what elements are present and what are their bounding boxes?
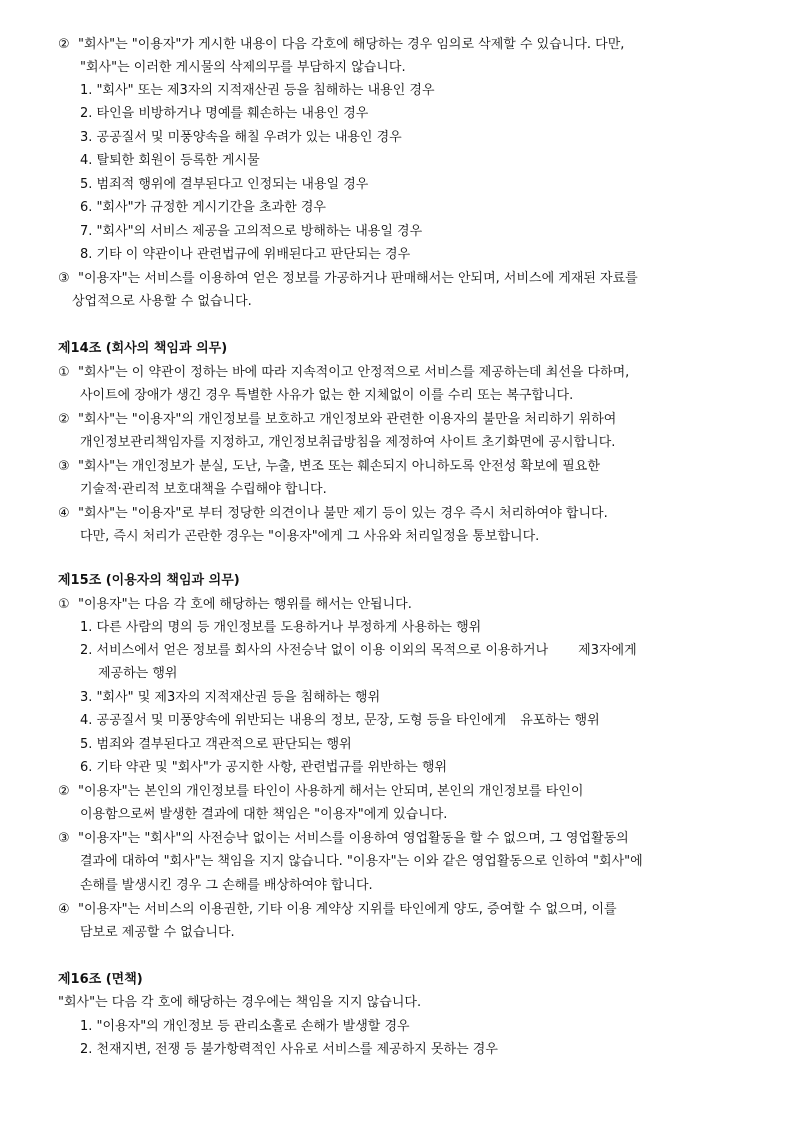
list-item: 6. 기타 약관 및 "회사"가 공지한 사항, 관련법규를 위반하는 행위	[80, 760, 448, 775]
article-16-title: 제16조 (면책)	[58, 972, 143, 987]
list-item: 1. "이용자"의 개인정보 등 관리소홀로 손해가 발생할 경우	[80, 1019, 410, 1034]
list-item: 2. 서비스에서 얻은 정보를 회사의 사전승낙 없이 이용 이외의 목적으로 이용하거나 제3자에게	[80, 643, 637, 658]
paragraph-14-1-line2: 사이트에 장애가 생긴 경우 특별한 사유가 없는 한 지체없이 이를 수리 또는 복구합니다.	[80, 388, 574, 403]
list-item: 4. 탈퇴한 회원이 등록한 게시물	[80, 153, 260, 168]
paragraph-marker: ②	[58, 37, 70, 52]
list-item: 4. 공공질서 및 미풍양속에 위반되는 내용의 정보, 문장, 도형 등을 타인에게 유포하는 행위	[80, 713, 600, 728]
paragraph-14-1-line1: ① "회사"는 이 약관이 정하는 바에 따라 지속적이고 안정적으로 서비스를 제공하는데 최선을 다하며,	[58, 365, 630, 380]
article-16-intro: "회사"는 다음 각 호에 해당하는 경우에는 책임을 지지 않습니다.	[58, 995, 422, 1010]
paragraph-marker: ④	[58, 902, 70, 917]
paragraph-15-2-line1: ② "이용자"는 본인의 개인정보를 타인이 사용하게 해서는 안되며, 본인의 개인정보를 타인이	[58, 784, 584, 799]
paragraph-marker: ③	[58, 271, 70, 286]
list-item: 2. 타인을 비방하거나 명예를 훼손하는 내용인 경우	[80, 106, 369, 121]
paragraph-14-2-line2: 개인정보관리책임자를 지정하고, 개인정보취급방침을 제정하여 사이트 초기화면에 공시합니다.	[80, 435, 616, 450]
list-item: 1. 다른 사람의 명의 등 개인정보를 도용하거나 부정하게 사용하는 행위	[80, 620, 482, 635]
paragraph-13-2-line2: "회사"는 이러한 게시물의 삭제의무를 부담하지 않습니다.	[80, 60, 406, 75]
paragraph-14-3-line2: 기술적·관리적 보호대책을 수립해야 합니다.	[80, 482, 327, 497]
paragraph-marker: ②	[58, 784, 70, 799]
paragraph-13-2-line1: ② "회사"는 "이용자"가 게시한 내용이 다음 각호에 해당하는 경우 임의로 삭제할 수 있습니다. 다만,	[58, 37, 625, 52]
list-item: 5. 범죄적 행위에 결부된다고 인정되는 내용일 경우	[80, 177, 369, 192]
paragraph-15-3-line1: ③ "이용자"는 "회사"의 사전승낙 없이는 서비스를 이용하여 영업활동을 할 수 없으며, 그 영업활동의	[58, 831, 629, 846]
list-item: 6. "회사"가 규정한 게시기간을 초과한 경우	[80, 200, 326, 215]
paragraph-15-3-line2: 결과에 대하여 "회사"는 책임을 지지 않습니다. "이용자"는 이와 같은 영업활동으로 인하여 "회사"에	[80, 854, 643, 869]
list-item: 1. "회사" 또는 제3자의 지적재산권 등을 침해하는 내용인 경우	[80, 83, 435, 98]
paragraph-15-2-line2: 이용함으로써 발생한 결과에 대한 책임은 "이용자"에게 있습니다.	[80, 807, 448, 822]
paragraph-marker: ①	[58, 597, 70, 612]
paragraph-14-2-line1: ② "회사"는 "이용자"의 개인정보를 보호하고 개인정보와 관련한 이용자의 불만을 처리하기 위하여	[58, 412, 617, 427]
paragraph-marker: ②	[58, 412, 70, 427]
article-14-title: 제14조 (회사의 책임과 의무)	[58, 341, 228, 356]
list-item-continuation: 제공하는 행위	[98, 666, 178, 681]
list-item: 3. "회사" 및 제3자의 지적재산권 등을 침해하는 행위	[80, 690, 381, 705]
paragraph-15-4-line2: 담보로 제공할 수 없습니다.	[80, 925, 235, 940]
paragraph-14-4-line1: ④ "회사"는 "이용자"로 부터 정당한 의견이나 불만 제기 등이 있는 경우 즉시 처리하여야 합니다.	[58, 506, 608, 521]
paragraph-marker: ③	[58, 459, 70, 474]
list-item: 8. 기타 이 약관이나 관련법규에 위배된다고 판단되는 경우	[80, 247, 411, 262]
list-item: 7. "회사"의 서비스 제공을 고의적으로 방해하는 내용일 경우	[80, 224, 423, 239]
paragraph-15-3-line3: 손해를 발생시킨 경우 그 손해를 배상하여야 합니다.	[80, 878, 373, 893]
paragraph-marker: ④	[58, 506, 70, 521]
list-item: 3. 공공질서 및 미풍양속을 해칠 우려가 있는 내용인 경우	[80, 130, 402, 145]
paragraph-13-3-line2: 상업적으로 사용할 수 없습니다.	[72, 294, 252, 309]
list-item: 2. 천재지변, 전쟁 등 불가항력적인 사유로 서비스를 제공하지 못하는 경우	[80, 1042, 498, 1057]
paragraph-15-4-line1: ④ "이용자"는 서비스의 이용권한, 기타 이용 계약상 지위를 타인에게 양도, 증여할 수 없으며, 이를	[58, 902, 617, 917]
paragraph-15-1-line1: ① "이용자"는 다음 각 호에 해당하는 행위를 해서는 안됩니다.	[58, 597, 412, 612]
article-15-title: 제15조 (이용자의 책임과 의무)	[58, 573, 240, 588]
list-item: 5. 범죄와 결부된다고 객관적으로 판단되는 행위	[80, 737, 352, 752]
paragraph-13-3-line1: ③ "이용자"는 서비스를 이용하여 얻은 정보를 가공하거나 판매해서는 안되며, 서비스에 게재된 자료를	[58, 271, 638, 286]
paragraph-marker: ①	[58, 365, 70, 380]
paragraph-14-4-line2: 다만, 즉시 처리가 곤란한 경우는 "이용자"에게 그 사유와 처리일정을 통보합니다.	[80, 529, 540, 544]
paragraph-marker: ③	[58, 831, 70, 846]
paragraph-14-3-line1: ③ "회사"는 개인정보가 분실, 도난, 누출, 변조 또는 훼손되지 아니하도록 안전성 확보에 필요한	[58, 459, 600, 474]
